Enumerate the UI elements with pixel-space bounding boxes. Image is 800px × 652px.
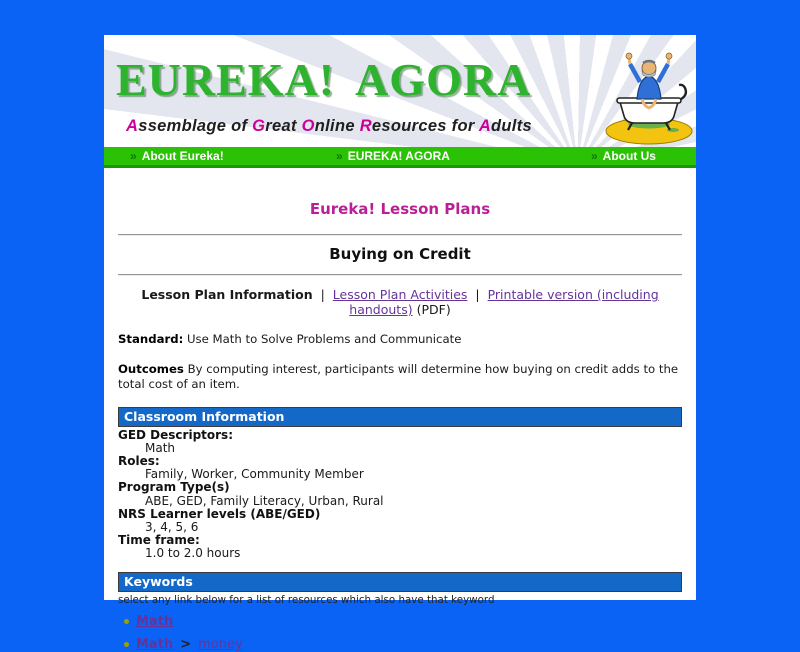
site-title: EUREKA! AGORA: [116, 54, 532, 105]
chevron-right-icon: »: [336, 149, 343, 163]
tab-lesson-plan-information: Lesson Plan Information: [141, 287, 313, 302]
page-title: Buying on Credit: [329, 245, 471, 263]
keywords-header: Keywords: [118, 572, 682, 592]
site-subtitle: Assemblage of Great Online Resources for Adults: [126, 117, 532, 135]
field-label: NRS Learner levels (ABE/GED): [118, 506, 321, 521]
field-value: 1.0 to 2.0 hours: [145, 546, 241, 561]
archimedes-bathtub-illustration: [603, 38, 695, 146]
chevron-right-icon: »: [130, 149, 137, 163]
outcomes-text: By computing interest, participants will determine how buying on credit adds to the total cost of an item.: [118, 362, 679, 392]
separator: |: [320, 287, 325, 302]
field-label: Time frame:: [118, 533, 200, 548]
bullet-icon: [124, 642, 129, 647]
field-value: 3, 4, 5, 6: [145, 519, 199, 534]
nav-item-about-us[interactable]: [481, 149, 696, 163]
bullet-icon: [124, 619, 129, 624]
divider: [118, 234, 682, 236]
nav-item-label: About Eureka!: [141, 149, 224, 163]
outcomes-label: Outcomes: [118, 362, 184, 377]
keywords-note: select any link below for a list of resources which also have that keyword: [118, 594, 495, 607]
standard-paragraph: [118, 332, 682, 347]
lesson-plan-tabs: [118, 287, 682, 317]
field-value: Math: [145, 440, 176, 455]
site-header: [104, 35, 696, 147]
outcomes-paragraph: [118, 362, 682, 392]
nav-item-label: EUREKA! AGORA: [347, 149, 450, 163]
classroom-information-fields: [118, 429, 682, 561]
separator: |: [475, 287, 480, 302]
main-nav: [104, 147, 696, 168]
site-card: [104, 35, 696, 652]
tab-lesson-plan-activities[interactable]: Lesson Plan Activities: [332, 287, 468, 302]
keyword-link-money[interactable]: money: [198, 637, 243, 652]
field-value: Family, Worker, Community Member: [145, 467, 364, 482]
keyword-separator: >: [180, 637, 192, 652]
main-content: [104, 200, 696, 652]
pdf-note: (PDF): [416, 302, 451, 317]
keyword-link-math[interactable]: Math: [136, 614, 174, 630]
standard-text: Use Math to Solve Problems and Communicate: [187, 332, 462, 346]
field-value: ABE, GED, Family Literacy, Urban, Rural: [145, 493, 384, 508]
nav-item-eureka-agora[interactable]: [305, 149, 480, 163]
field-label: GED Descriptors:: [118, 427, 234, 442]
classroom-information-header: Classroom Information: [118, 407, 682, 427]
section-title: Eureka! Lesson Plans: [309, 200, 491, 218]
field-label: Program Type(s): [118, 480, 230, 495]
field-label: Roles:: [118, 453, 160, 468]
nav-item-label: About Us: [602, 149, 656, 163]
keyword-item: [118, 614, 682, 629]
nav-item-about-eureka[interactable]: [104, 149, 305, 163]
page: [0, 35, 800, 652]
link-printable-version[interactable]: Printable version (including handouts): [349, 287, 659, 317]
keyword-item: [118, 637, 682, 652]
keyword-link-math[interactable]: Math: [136, 637, 174, 652]
standard-label: Standard:: [118, 332, 184, 346]
chevron-right-icon: »: [590, 149, 598, 163]
divider: [118, 274, 682, 276]
